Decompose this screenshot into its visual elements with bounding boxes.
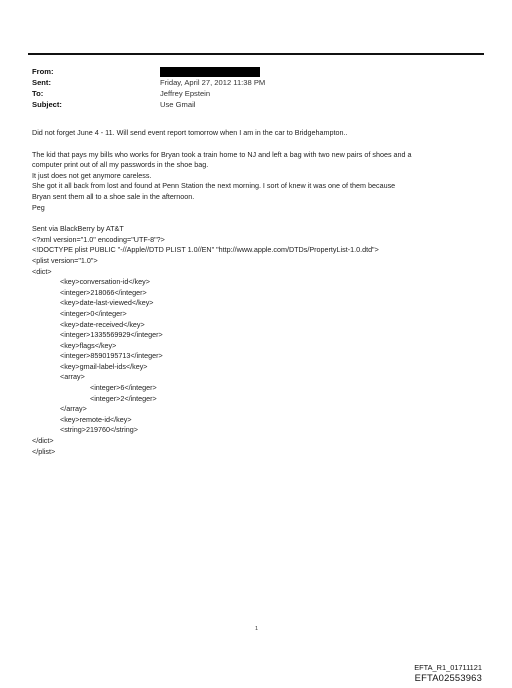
message-line: Did not forget June 4 - 11. Will send event report tomorrow when I am in the car to Bridgehampton.. <box>32 128 348 137</box>
plist-line: <!DOCTYPE plist PUBLIC "-//Apple//DTD PLIST 1.0//EN" "http://www.apple.com/DTDs/PropertyList-1.0.dtd"> <box>32 245 379 255</box>
plist-line: </array> <box>60 404 87 414</box>
subject-label: Subject: <box>32 100 62 109</box>
message-line: It just does not get anymore careless. <box>32 170 152 180</box>
plist-line: <key>gmail-label-ids</key> <box>60 361 148 371</box>
email-body <box>32 128 482 457</box>
plist-line: <key>remote-id</key> <box>60 414 132 424</box>
plist-line: <?xml version="1.0" encoding="UTF-8"?> <box>32 234 165 244</box>
plist-line: <integer>6</integer> <box>90 383 157 393</box>
sent-value: Friday, April 27, 2012 11:38 PM <box>160 78 266 87</box>
message-line: computer print out of all my passwords in the shoe bag. <box>32 160 209 170</box>
plist-line: <integer>2</integer> <box>90 393 157 403</box>
plist-line: <dict> <box>32 266 52 276</box>
plist-line: <integer>1335569929</integer> <box>60 330 163 340</box>
plist-line: <integer>0</integer> <box>60 308 127 318</box>
to-row <box>32 88 472 99</box>
document-footer <box>414 663 482 683</box>
from-label: From: <box>32 67 54 76</box>
page-number: 1 <box>255 626 259 632</box>
plist-line: <integer>8590195713</integer> <box>60 351 163 361</box>
from-row <box>32 66 472 77</box>
plist-line: <key>date-last-viewed</key> <box>60 298 154 308</box>
plist-line: <key>flags</key> <box>60 340 117 350</box>
header-divider <box>28 53 484 55</box>
to-label: To: <box>32 89 44 98</box>
plist-line: <plist version="1.0"> <box>32 255 98 265</box>
message-line: The kid that pays my bills who works for Bryan took a train home to NJ and left a bag with two new pairs of shoes and a <box>32 149 412 159</box>
plist-line: <integer>218066</integer> <box>60 287 147 297</box>
email-header <box>32 66 472 110</box>
plist-line: </plist> <box>32 446 56 456</box>
sent-row <box>32 77 472 88</box>
sent-label: Sent: <box>32 78 51 87</box>
plist-line: <array> <box>60 372 85 382</box>
plist-block <box>32 235 482 457</box>
redaction-block <box>160 67 260 77</box>
plist-line: <key>conversation-id</key> <box>60 277 150 287</box>
plist-line: <key>date-received</key> <box>60 319 145 329</box>
plist-line: </dict> <box>32 436 54 446</box>
subject-row <box>32 99 472 110</box>
sent-via: Sent via BlackBerry by AT&T <box>32 224 124 234</box>
message-line: Bryan sent them all to a shoe sale in the afternoon. <box>32 191 195 201</box>
subject-value: Use Gmail <box>160 100 196 109</box>
signature: Peg <box>32 202 45 212</box>
bates-ref-primary: EFTA_R1_01711121 <box>414 663 482 672</box>
message-line: She got it all back from lost and found at Penn Station the next morning. I sort of knew it was one of them because <box>32 181 396 191</box>
plist-line: <string>219760</string> <box>60 425 138 435</box>
bates-ref-secondary: EFTA02553963 <box>414 672 482 683</box>
to-value: Jeffrey Epstein <box>160 89 211 98</box>
